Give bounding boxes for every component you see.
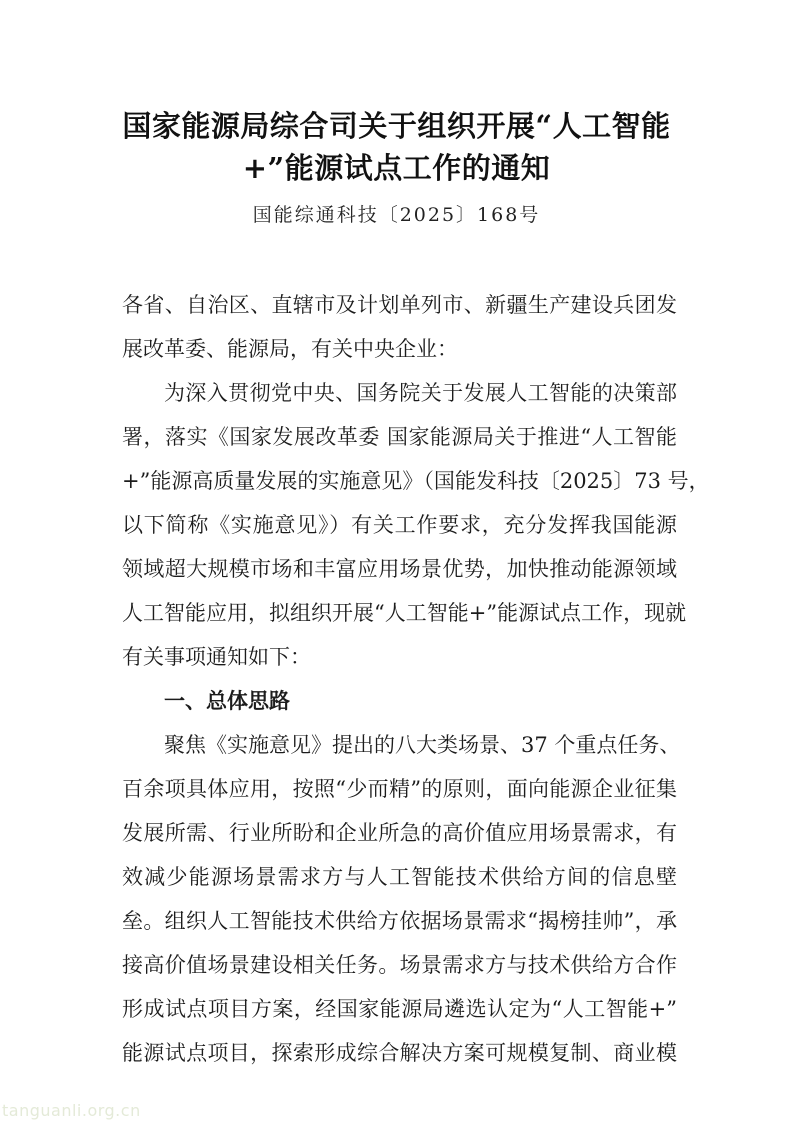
- body-text-line: 展改革委、能源局，有关中央企业：: [122, 337, 458, 361]
- body-text-line: 接高价值场景建设相关任务。场景需求方与技术供给方合作: [122, 953, 677, 977]
- document-number: 国能综通科技〔2025〕168号: [252, 204, 541, 226]
- watermark: tanguanli.org.cn: [2, 1101, 141, 1120]
- body-text-line: 百余项具体应用，按照“少而精”的原则，面向能源企业征集: [122, 777, 677, 801]
- body-text-line: 人工智能应用，拟组织开展“人工智能+”能源试点工作，现就: [122, 601, 687, 625]
- body-text-line: 为深入贯彻党中央、国务院关于发展人工智能的决策部: [164, 381, 677, 405]
- body-text-line: 形成试点项目方案，经国家能源局遴选认定为“人工智能+”: [122, 997, 677, 1021]
- body-text-line: 聚焦《实施意见》提出的八大类场景、37 个重点任务、: [164, 733, 681, 757]
- body-text-line: +”能源高质量发展的实施意见》（国能发科技〔2025〕73 号，: [122, 469, 710, 493]
- body-text-line: 以下简称《实施意见》）有关工作要求，充分发挥我国能源: [122, 513, 677, 537]
- document-title-line2: +”能源试点工作的通知: [242, 151, 551, 185]
- section-heading: 一、总体思路: [164, 688, 290, 713]
- body-text-line: 署，落实《国家发展改革委 国家能源局关于推进“人工智能: [122, 425, 677, 449]
- body-text-line: 发展所需、行业所盼和企业所急的高价值应用场景需求，有: [122, 821, 677, 845]
- body-text-line: 效减少能源场景需求方与人工智能技术供给方间的信息壁: [122, 865, 677, 889]
- body-text-line: 有关事项通知如下：: [122, 645, 311, 669]
- body-text-line: 领域超大规模市场和丰富应用场景优势，加快推动能源领域: [122, 557, 677, 581]
- body-text-line: 垒。组织人工智能技术供给方依据场景需求“揭榜挂帅”，承: [122, 909, 677, 933]
- document-title-line1: 国家能源局综合司关于组织开展“人工智能: [122, 109, 671, 143]
- body-text-line: 能源试点项目，探索形成综合解决方案可规模复制、商业模: [122, 1041, 677, 1065]
- body-text-line: 各省、自治区、直辖市及计划单列市、新疆生产建设兵团发: [122, 293, 677, 317]
